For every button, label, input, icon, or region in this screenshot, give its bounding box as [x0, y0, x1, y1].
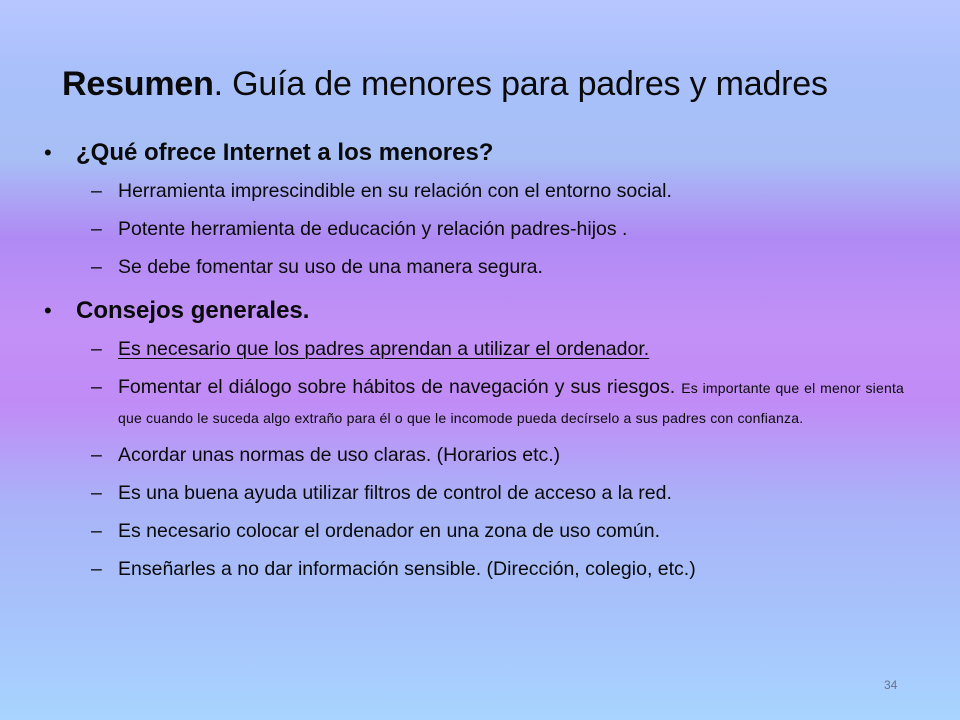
- list-item-text: Potente herramienta de educación y relación padres-hijos .: [118, 218, 628, 240]
- dash-glyph: –: [91, 444, 102, 466]
- slide-content: [44, 136, 904, 584]
- bullet-glyph: •: [44, 140, 52, 165]
- page-number: 34: [884, 678, 898, 692]
- dash-glyph: –: [91, 256, 102, 278]
- list-item: [44, 440, 904, 470]
- list-item-text: Es necesario colocar el ordenador en una zona de uso común.: [118, 520, 661, 542]
- list-item: [44, 554, 904, 584]
- slide-title-rest: . Guía de menores para padres y madres: [213, 65, 828, 103]
- bullet-glyph: •: [44, 298, 52, 323]
- dash-glyph: –: [91, 218, 102, 240]
- dash-glyph: –: [91, 520, 102, 542]
- list-item: [44, 516, 904, 546]
- dash-glyph: –: [91, 482, 102, 504]
- list-item-note: Es importante que el menor sienta que cuando le suceda algo extraño para él o que le incomode pueda decírselo a sus padres con confianza.: [118, 380, 905, 426]
- list-item: [44, 214, 904, 244]
- list-item-text: Es necesario que los padres aprendan a utilizar el ordenador.: [118, 338, 650, 360]
- dash-glyph: –: [91, 338, 102, 360]
- section-heading-label: ¿Qué ofrece Internet a los menores?: [76, 139, 494, 166]
- slide-title: [62, 62, 828, 106]
- list-item: [44, 478, 904, 508]
- list-item-text: Acordar unas normas de uso claras. (Horarios etc.): [118, 444, 561, 466]
- section-heading-label: Consejos generales.: [76, 297, 310, 324]
- list-item: [44, 334, 904, 364]
- section-heading-ofrece: [44, 136, 904, 170]
- list-item-text: Es una buena ayuda utilizar filtros de control de acceso a la red.: [118, 482, 672, 504]
- dash-glyph: –: [91, 376, 102, 398]
- list-item: [44, 252, 904, 282]
- dash-glyph: –: [91, 558, 102, 580]
- list-item-text: Se debe fomentar su uso de una manera segura.: [118, 256, 543, 278]
- section-heading-consejos: [44, 294, 904, 328]
- list-item-text: Enseñarles a no dar información sensible. (Dirección, colegio, etc.): [118, 558, 696, 580]
- list-item-text: Herramienta imprescindible en su relación con el entorno social.: [118, 180, 672, 202]
- dash-glyph: –: [91, 180, 102, 202]
- list-item-text: Fomentar el diálogo sobre hábitos de navegación y sus riesgos.: [118, 376, 676, 398]
- slide-title-bold: Resumen: [62, 65, 214, 103]
- list-item: [44, 372, 904, 432]
- list-item: [44, 176, 904, 206]
